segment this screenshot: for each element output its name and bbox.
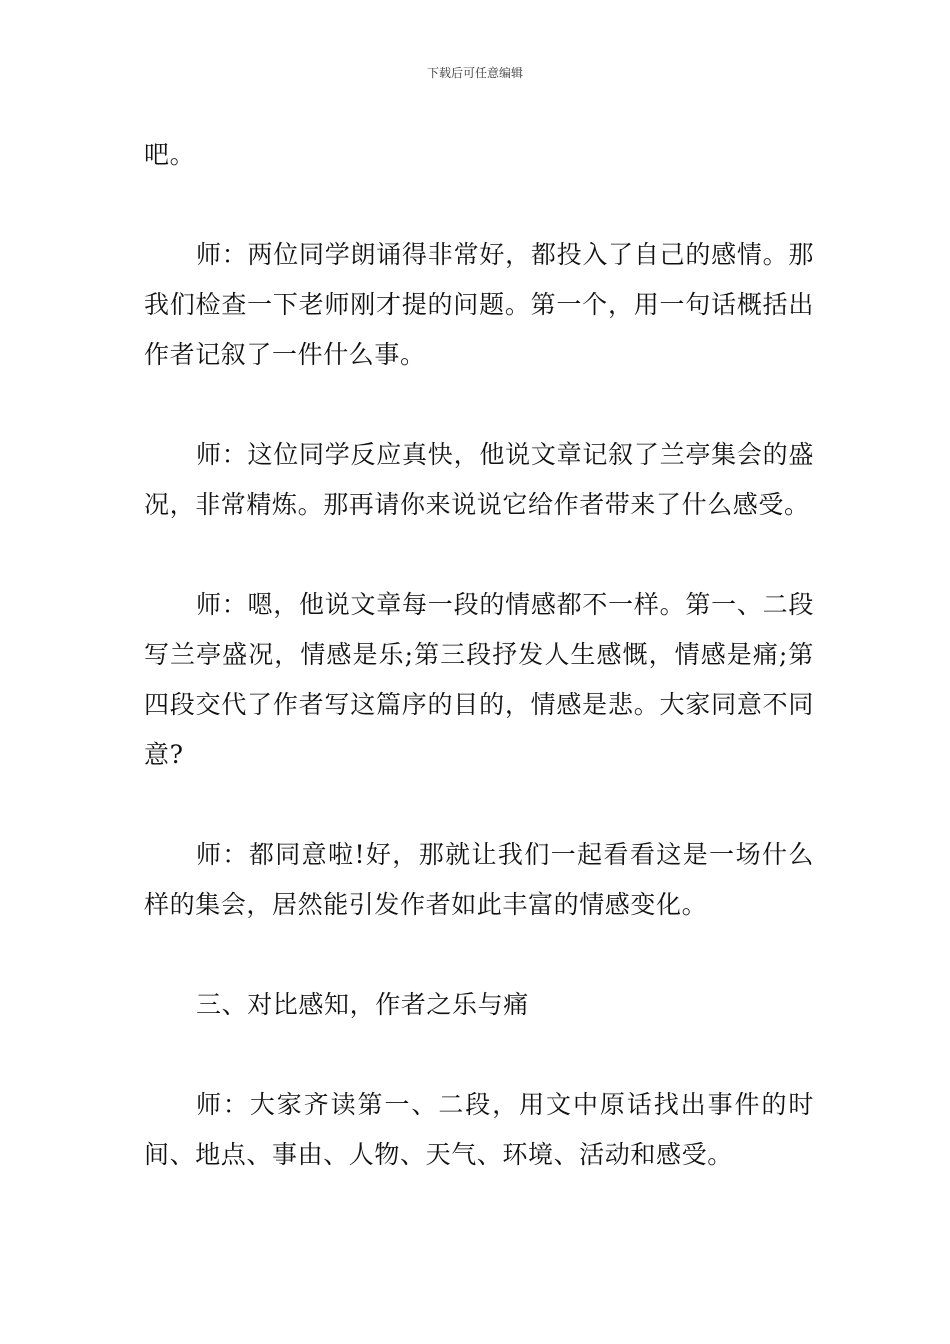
paragraph-continuation: 吧。 (144, 140, 196, 169)
section-heading: 三、对比感知，作者之乐与痛 (196, 990, 529, 1019)
document-body (144, 130, 814, 1180)
paragraph-teacher-3: 师：嗯，他说文章每一段的情感都不一样。第一、二段写兰亭盛况，情感是乐;第三段抒发人生感慨，情感是痛;第四段交代了作者写这篇序的目的，情感是悲。大家同意不同意? (144, 590, 814, 769)
page-header-note: 下载后可任意编辑 (426, 66, 523, 80)
paragraph-teacher-5: 师：大家齐读第一、二段，用文中原话找出事件的时间、地点、事由、人物、天气、环境、活动和感受。 (144, 1090, 814, 1169)
paragraph-teacher-4: 师：都同意啦!好，那就让我们一起看看这是一场什么样的集会，居然能引发作者如此丰富的情感变化。 (144, 840, 814, 919)
paragraph-teacher-1: 师：两位同学朗诵得非常好，都投入了自己的感情。那我们检查一下老师刚才提的问题。第一个，用一句话概括出作者记叙了一件什么事。 (144, 240, 814, 369)
paragraph-teacher-2: 师：这位同学反应真快，他说文章记叙了兰亭集会的盛况，非常精炼。那再请你来说说它给作者带来了什么感受。 (144, 440, 814, 519)
